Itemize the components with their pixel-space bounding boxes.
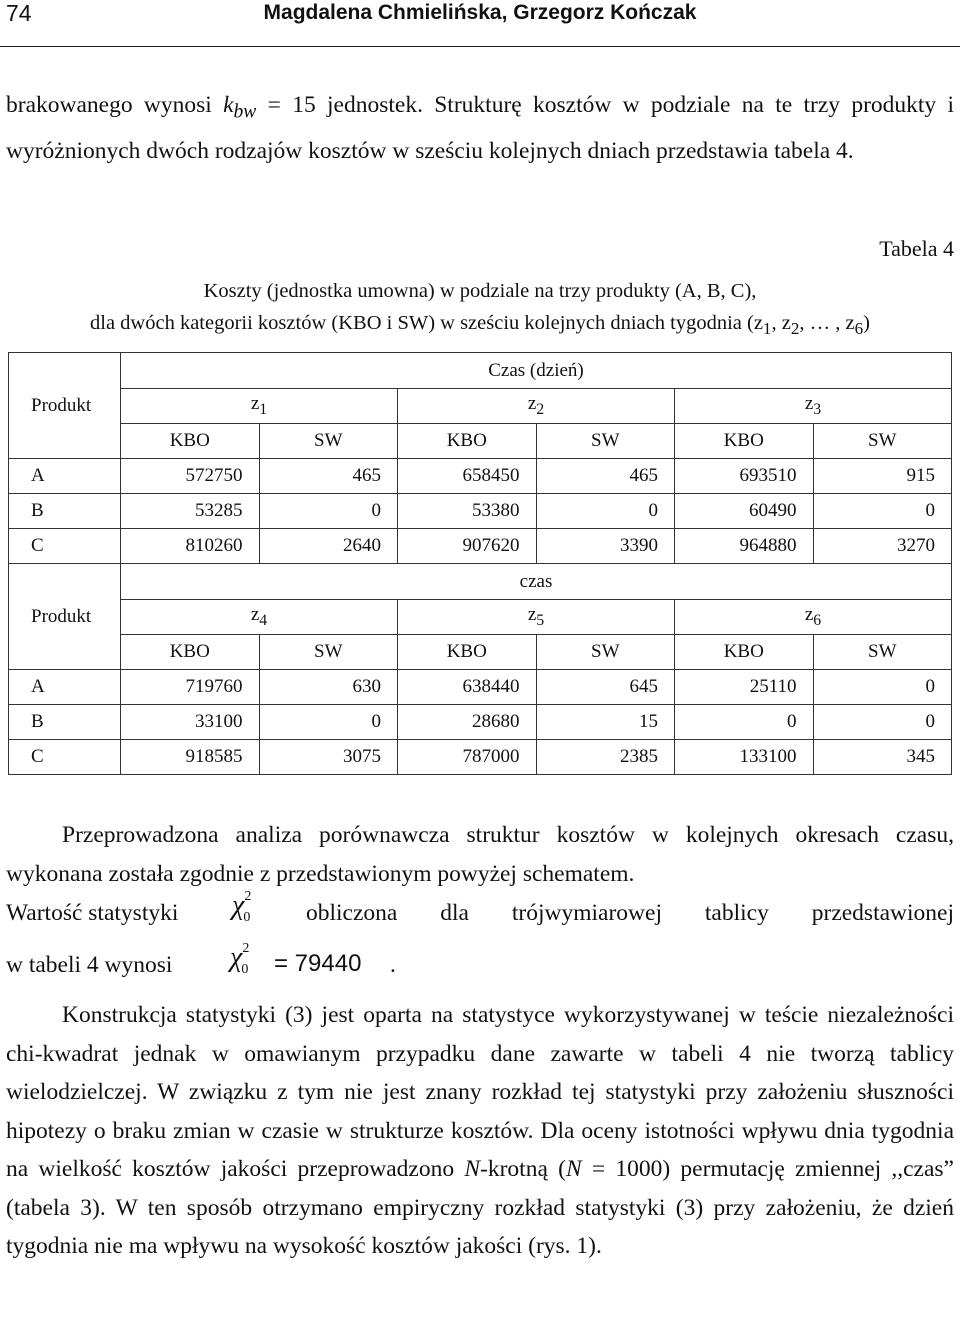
table-cell: 25110 <box>675 670 814 705</box>
product-label: A <box>9 459 121 494</box>
table-cell: 465 <box>536 459 675 494</box>
day-header: $z_4$ <box>121 600 398 635</box>
table-cell: 3075 <box>259 740 398 775</box>
cost-type-header: SW <box>813 635 952 670</box>
chi-square-symbol: $\chi^2_0$ <box>230 940 250 977</box>
page-number: 74 <box>6 0 32 26</box>
statistic-value-line: w tabeli 4 wynosi $\chi^2_0$ = 79440 . <box>6 940 396 978</box>
table-header-row <box>9 353 952 389</box>
cost-type-row <box>9 635 952 670</box>
cost-type-header: SW <box>259 635 398 670</box>
table-caption-line1: Koszty (jednostka umowna) w podziale na trzy produkty (A, B, C), <box>203 280 757 302</box>
table-cell: 345 <box>813 740 952 775</box>
table-caption-line2: dla dwóch kategorii kosztów (KBO i SW) w sześciu kolejnych dniach tygodnia ($z_1$, $z_2$, … , $z_6$) <box>90 312 870 339</box>
table-cell: 0 <box>259 705 398 740</box>
table-cell: 2385 <box>536 740 675 775</box>
product-label: C <box>9 740 121 775</box>
cost-type-header: KBO <box>675 424 814 459</box>
time-band-header: Czas (dzień) <box>121 353 952 389</box>
table-cell: 0 <box>675 705 814 740</box>
table-cell: 133100 <box>675 740 814 775</box>
product-label: A <box>9 670 121 705</box>
table-cell: 638440 <box>398 670 537 705</box>
cost-type-header: KBO <box>121 424 260 459</box>
table-cell: 572750 <box>121 459 260 494</box>
table-cell: 33100 <box>121 705 260 740</box>
cost-table <box>8 352 952 775</box>
table-row <box>9 459 952 494</box>
table-cell: 0 <box>813 705 952 740</box>
table-row <box>9 705 952 740</box>
chi-square-symbol: $\chi^2_0$ <box>232 888 252 925</box>
table-cell: 915 <box>813 459 952 494</box>
page-header <box>0 0 960 47</box>
table-cell: 28680 <box>398 705 537 740</box>
day-header-row <box>9 600 952 635</box>
table-row <box>9 529 952 564</box>
table-cell: 0 <box>813 670 952 705</box>
table-row <box>9 494 952 529</box>
cost-type-header: KBO <box>398 635 537 670</box>
table-cell: 0 <box>536 494 675 529</box>
cost-type-header: SW <box>259 424 398 459</box>
time-band-header: czas <box>121 564 952 600</box>
day-header: $z_6$ <box>675 600 952 635</box>
intro-paragraph: brakowanego wynosi $k_{bw} = 15$ jednostek. Strukturę kosztów w podziale na te trzy produkty i wyróżnionych dwóch rodzajów kosztów w sześciu kolejnych dniach przedstawia tabela 4. <box>6 92 955 165</box>
table-cell: 465 <box>259 459 398 494</box>
product-label: C <box>9 529 121 564</box>
table-cell: 658450 <box>398 459 537 494</box>
cost-type-header: SW <box>813 424 952 459</box>
table-cell: 918585 <box>121 740 260 775</box>
k-bw-symbol: $k_{bw}$ <box>223 92 257 123</box>
table-cell: 2640 <box>259 529 398 564</box>
day-header: $z_2$ <box>398 389 675 424</box>
day-header: $z_1$ <box>121 389 398 424</box>
statistic-value: = 79440 <box>274 950 362 977</box>
table-cell: 53285 <box>121 494 260 529</box>
table-cell: 719760 <box>121 670 260 705</box>
table-cell: 630 <box>259 670 398 705</box>
product-header: Produkt <box>9 353 121 459</box>
table-cell: 787000 <box>398 740 537 775</box>
product-label: B <box>9 705 121 740</box>
table-cell: 964880 <box>675 529 814 564</box>
table-cell: 645 <box>536 670 675 705</box>
day-header: $z_3$ <box>675 389 952 424</box>
table-cell: 3270 <box>813 529 952 564</box>
cost-type-header: SW <box>536 424 675 459</box>
table-row <box>9 740 952 775</box>
cost-type-header: KBO <box>675 635 814 670</box>
table-cell: 3390 <box>536 529 675 564</box>
conclusion-paragraph: Konstrukcja statystyki (3) jest oparta na statystyce wykorzystywanej w teście niezależności chi-kwadrat jednak w omawianym przypadku dane zawarte w tabeli 4 nie tworzą tablicy wielodzielczej. W związku z tym nie jest znany rozkład tej statystyki przy założeniu słuszności hipotezy o braku zmian w czasie w strukturze kosztów. Dla oceny istotności wpływu dnia tygodnia na wielkość kosztów jakości przeprowadzono N-krotną (N = 1000) permutację zmiennej ,,czas” (tabela 3). W ten sposób otrzymano empiryczny rozkład statystyki (3) przy założeniu, że dzień tygodnia nie ma wpływu na wysokość kosztów jakości (rys. 1). <box>6 1002 954 1259</box>
analysis-paragraph: Przeprowadzona analiza porównawcza struktur kosztów w kolejnych okresach czasu, wykonana została zgodnie z przedstawionym powyżej schematem. <box>6 822 954 887</box>
table-cell: 53380 <box>398 494 537 529</box>
table-cell: 907620 <box>398 529 537 564</box>
cost-type-row <box>9 424 952 459</box>
cost-type-header: SW <box>536 635 675 670</box>
table-label: Tabela 4 <box>879 236 954 261</box>
table-cell: 60490 <box>675 494 814 529</box>
table-cell: 0 <box>813 494 952 529</box>
product-header: Produkt <box>9 564 121 670</box>
table-cell: 0 <box>259 494 398 529</box>
cost-type-header: KBO <box>398 424 537 459</box>
running-head-authors: Magdalena Chmielińska, Grzegorz Kończak <box>263 1 697 24</box>
cost-type-header: KBO <box>121 635 260 670</box>
product-label: B <box>9 494 121 529</box>
table-cell: 810260 <box>121 529 260 564</box>
day-header: $z_5$ <box>398 600 675 635</box>
day-header-row <box>9 389 952 424</box>
table-header-row <box>9 564 952 600</box>
statistic-line: Wartość statystyki $\chi^2_0$ obliczona dla trójwymiarowej tablicy przedstawionej <box>6 888 954 926</box>
table-cell: 693510 <box>675 459 814 494</box>
table-cell: 15 <box>536 705 675 740</box>
table-row <box>9 670 952 705</box>
